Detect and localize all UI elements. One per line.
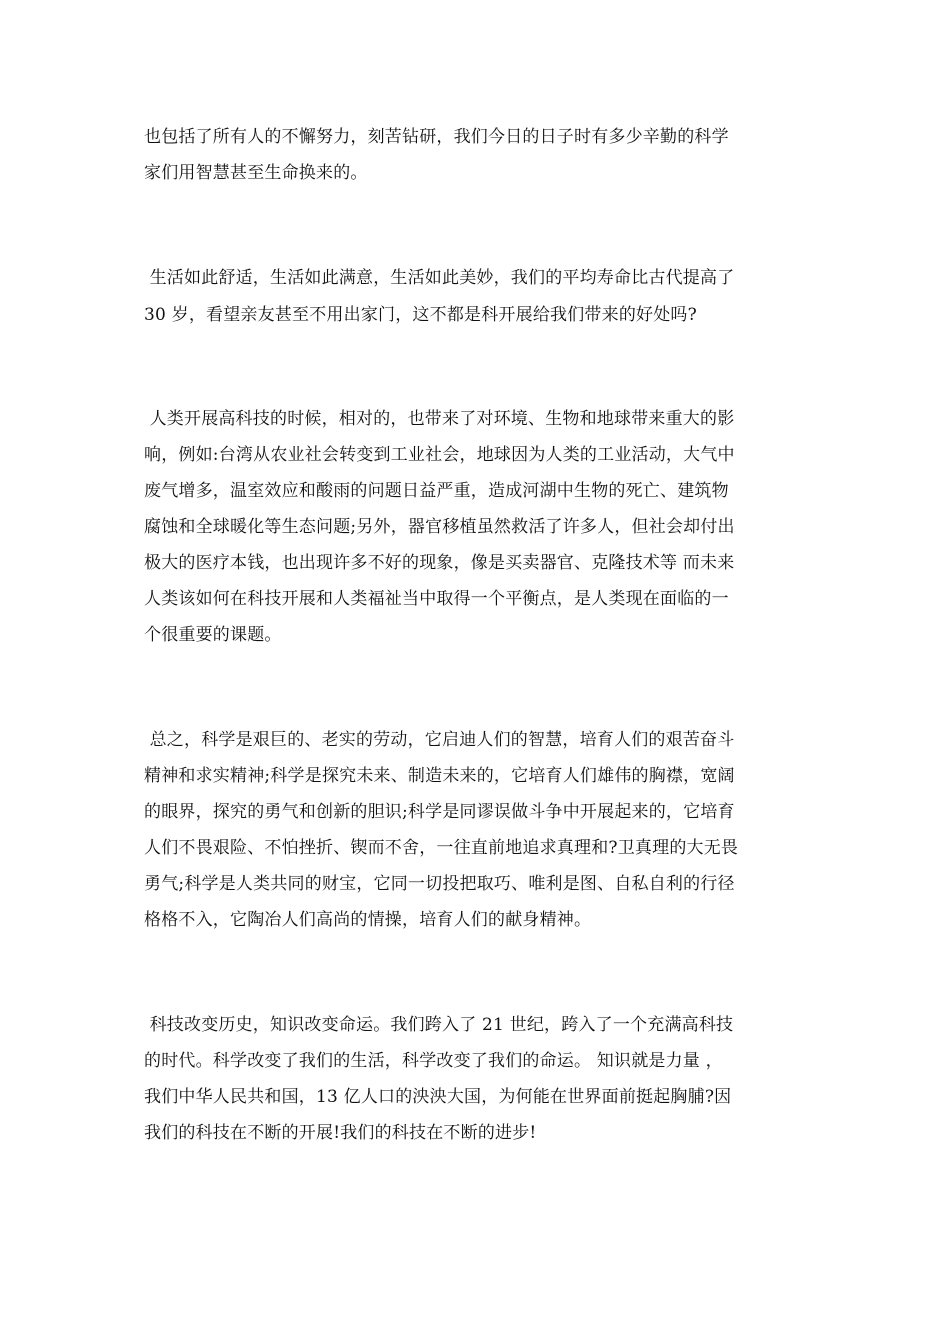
text-line: 格格不入，它陶冶人们高尚的情操，培育人们的献身精神。 (144, 910, 592, 930)
text-line: 30 岁，看望亲友甚至不用出家门，这不都是科开展给我们带来的好处吗? (144, 305, 697, 325)
text-line: 个很重要的课题。 (144, 625, 282, 645)
text-line: 总之，科学是艰巨的、老实的劳动，它启迪人们的智慧，培育人们的艰苦奋斗 (144, 730, 735, 750)
text-line: 生活如此舒适，生活如此满意，生活如此美妙，我们的平均寿命比古代提高了 (144, 268, 735, 288)
text-line: 极大的医疗本钱，也出现许多不好的现象，像是买卖器官、克隆技术等 而未来 (144, 553, 735, 573)
text-line: 的时代。科学改变了我们的生活，科学改变了我们的命运。 知识就是力量 ， (144, 1051, 723, 1071)
text-line: 的眼界，探究的勇气和创新的胆识;科学是同谬误做斗争中开展起来的，它培育 (144, 802, 735, 822)
text-line: 废气增多，温室效应和酸雨的问题日益严重，造成河湖中生物的死亡、建筑物 (144, 481, 729, 501)
text-line: 人类该如何在科技开展和人类福祉当中取得一个平衡点，是人类现在面临的一 (144, 589, 729, 609)
text-line: 家们用智慧甚至生命换来的。 (144, 163, 368, 183)
text-line: 科技改变历史，知识改变命运。我们跨入了 21 世纪，跨入了一个充满高科技 (144, 1015, 734, 1035)
text-line: 我们的科技在不断的开展!我们的科技在不断的进步! (144, 1123, 537, 1143)
text-line: 勇气;科学是人类共同的财宝，它同一切投把取巧、唯利是图、自私自利的行径 (144, 874, 735, 894)
text-line: 腐蚀和全球暖化等生态问题;另外，器官移植虽然救活了许多人，但社会却付出 (144, 517, 735, 537)
text-line: 我们中华人民共和国，13 亿人口的泱泱大国，为何能在世界面前挺起胸脯?因 (144, 1087, 732, 1107)
text-line: 精神和求实精神;科学是探究未来、制造未来的，它培育人们雄伟的胸襟，宽阔 (144, 766, 735, 786)
text-line: 人类开展高科技的时候，相对的，也带来了对环境、生物和地球带来重大的影 (144, 409, 735, 429)
text-line: 也包括了所有人的不懈努力，刻苦钻研，我们今日的日子时有多少辛勤的科学 (144, 127, 729, 147)
text-line: 响，例如:台湾从农业社会转变到工业社会，地球因为人类的工业活动，大气中 (144, 445, 735, 465)
text-line: 人们不畏艰险、不怕挫折、锲而不舍，一往直前地追求真理和?卫真理的大无畏 (144, 838, 739, 858)
